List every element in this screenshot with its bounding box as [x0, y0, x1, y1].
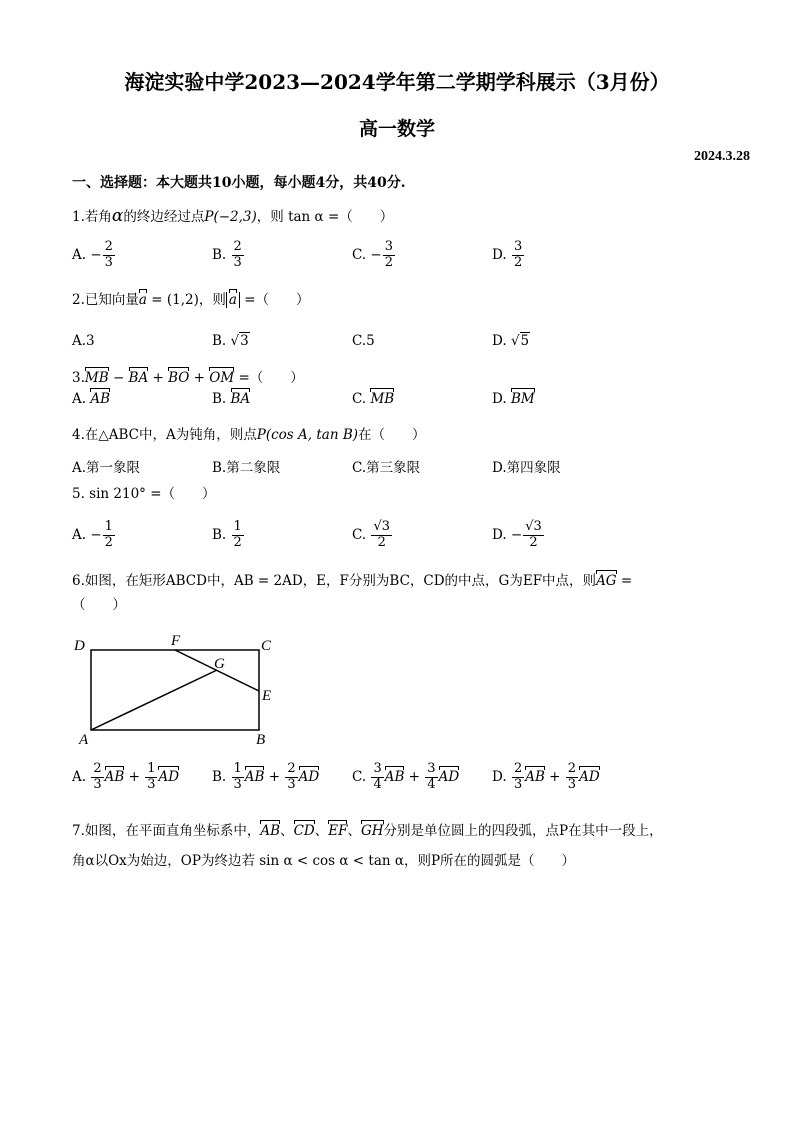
- option-c[interactable]: C. $\frac{3}{4}$ AB + $\frac{3}{4}$ AD: [352, 761, 460, 792]
- question-2-stem: 2.已知向量a = (1,2)，则 a =（ ）: [72, 292, 310, 308]
- exam-date: 2024.3.28: [694, 149, 750, 164]
- option-b[interactable]: B. √3: [212, 333, 249, 349]
- question-7-stem: 7.如图，在平面直角坐标系中，AB、CD、EF、GH分别是单位圆上的四段弧，点P在其中一段上，: [72, 823, 663, 839]
- question-6-stem: 6.如图，在矩形ABCD中，AB = 2AD，E，F分别为BC，CD的中点，G为EF中点，则AG =: [72, 573, 633, 589]
- option-d[interactable]: D. $\frac{3}{2}$: [492, 239, 523, 270]
- question-5-stem: 5. sin 210° =（ ）: [72, 486, 216, 502]
- option-a[interactable]: A.第一象限: [72, 460, 141, 476]
- option-d[interactable]: D. − $\frac{√3}{2}$: [492, 519, 542, 550]
- option-d[interactable]: D.第四象限: [492, 460, 561, 476]
- question-1-stem: 1.若角α的终边经过点P(−2,3)，则 tan α =（ ）: [72, 206, 394, 226]
- option-a[interactable]: A.3: [72, 333, 95, 349]
- option-c[interactable]: C.第三象限: [352, 460, 421, 476]
- segment-ag: [91, 670, 217, 730]
- question-7-stem-line2: 角α以Ox为始边，OP为终边若 sin α < cos α < tan α，则P所在的圆弧是（ ）: [72, 853, 576, 869]
- option-b[interactable]: B.第二象限: [212, 460, 281, 476]
- option-a[interactable]: A. − $\frac{2}{3}$: [72, 239, 113, 270]
- option-d[interactable]: D. BM: [492, 391, 535, 407]
- question-3-stem: 3.MB − BA + BO + OM =（ ）: [72, 370, 304, 386]
- question-6-stem-line2: （ ）: [72, 597, 126, 613]
- label-e: E: [262, 688, 272, 704]
- section-heading: 一、选择题：本大题共10小题，每小题4分，共40分.: [72, 175, 406, 191]
- option-a[interactable]: A. $\frac{2}{3}$ AB + $\frac{1}{3}$ AD: [72, 761, 180, 792]
- alpha-symbol: α: [111, 206, 124, 226]
- question-4-stem: 4.在△ABC中，A为钝角，则点P(cos A, tan B)在（ ）: [72, 427, 426, 443]
- page-title: 海淀实验中学2023—2024学年第二学期学科展示（3月份）: [124, 70, 670, 94]
- label-d: D: [74, 638, 85, 654]
- option-a[interactable]: A. AB: [72, 391, 111, 407]
- option-c[interactable]: C.5: [352, 333, 375, 349]
- option-c[interactable]: C. MB: [352, 391, 395, 407]
- option-c[interactable]: C. − $\frac{3}{2}$: [352, 239, 394, 270]
- label-a: A: [79, 732, 89, 748]
- option-b[interactable]: B. $\frac{1}{3}$ AB + $\frac{2}{3}$ AD: [212, 761, 320, 792]
- rectangle-figure: [70, 628, 290, 750]
- label-b: B: [256, 732, 266, 748]
- option-d[interactable]: D. $\frac{2}{3}$ AB + $\frac{2}{3}$ AD: [492, 761, 600, 792]
- option-b[interactable]: B. $\frac{2}{3}$: [212, 239, 242, 270]
- label-f: F: [171, 633, 181, 649]
- label-g: G: [214, 656, 225, 672]
- label-c: C: [261, 638, 272, 654]
- option-c[interactable]: C. $\frac{√3}{2}$: [352, 519, 390, 550]
- option-b[interactable]: B. BA: [212, 391, 251, 407]
- option-a[interactable]: A. − $\frac{1}{2}$: [72, 519, 113, 550]
- option-d[interactable]: D. √5: [492, 333, 530, 349]
- page-subtitle: 高一数学: [358, 118, 435, 140]
- option-b[interactable]: B. $\frac{1}{2}$: [212, 519, 242, 550]
